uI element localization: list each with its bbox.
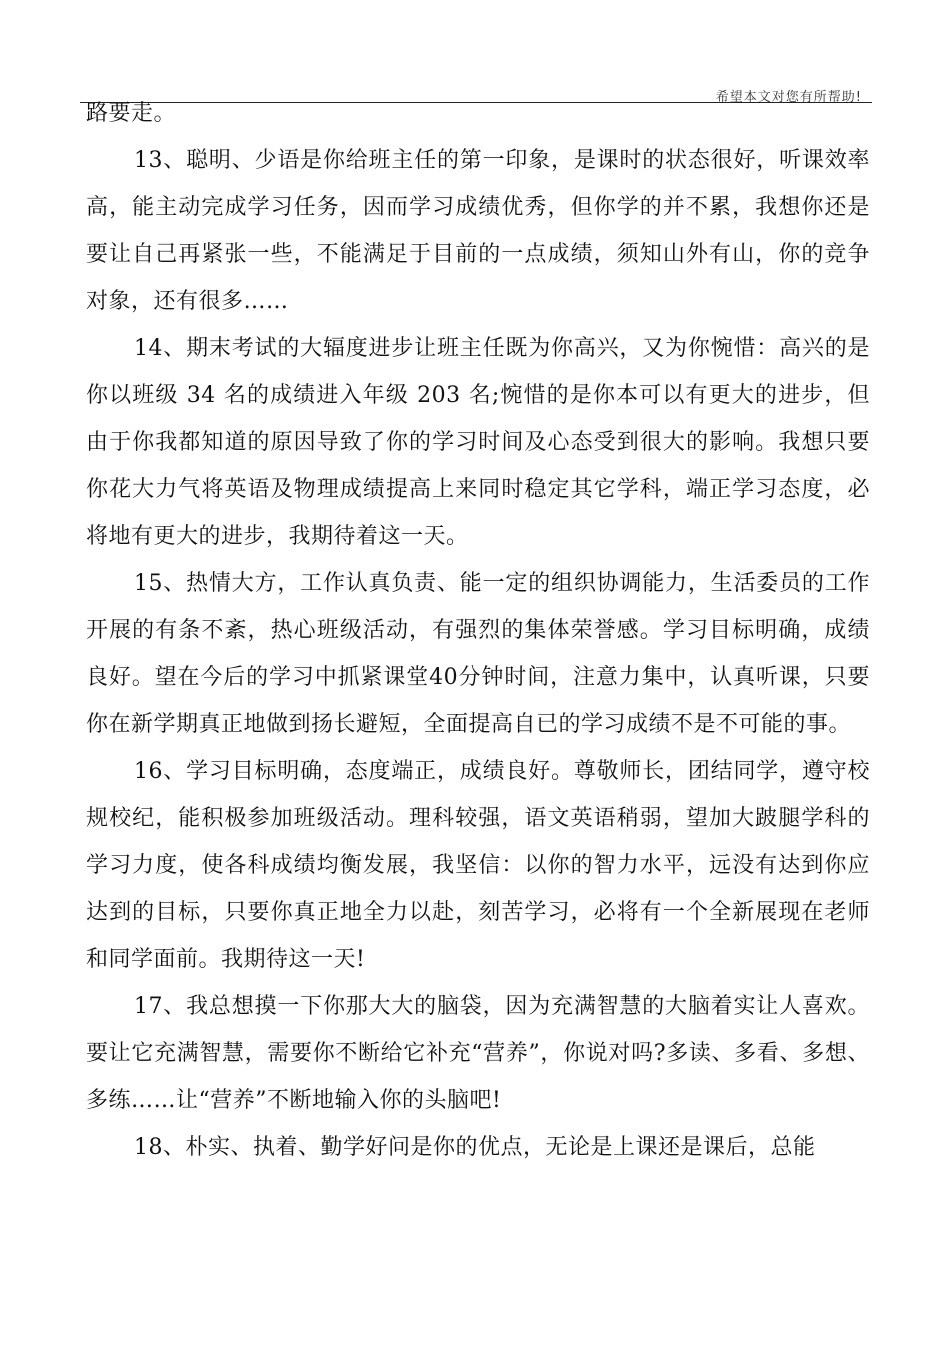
- document-body: [86, 90, 870, 1171]
- paragraph-16: 16、学习目标明确，态度端正，成绩良好。尊敬师长，团结同学，遵守校规校纪，能积极参加班级活动。理科较强，语文英语稍弱，望加大跛腿学科的学习力度，使各科成绩均衡发展，我坚信：以你的智力水平，远没有达到你应达到的目标，只要你真正地全力以赴，刻苦学习，必将有一个全新展现在老师和同学面前。我期待这一天!: [86, 759, 870, 972]
- paragraph-17: 17、我总想摸一下你那大大的脑袋，因为充满智慧的大脑着实让人喜欢。要让它充满智慧，需要你不断给它补充“营养”，你说对吗?多读、多看、多想、多练……让“营养”不断地输入你的头脑吧!: [86, 994, 870, 1113]
- paragraph-14: 14、期末考试的大辐度进步让班主任既为你高兴，又为你惋惜：高兴的是你以班级 34 名的成绩进入年级 203 名;惋惜的是你本可以有更大的进步，但由于你我都知道的原因导致了你的学习时间及心态受到很大的影响。我想只要你花大力气将英语及物理成绩提高上来同时稳定其它学科，端正学习态度，必将地有更大的进步，我期待着这一天。: [86, 336, 870, 549]
- header-note: 希望本文对您有所帮助!: [715, 90, 862, 105]
- paragraph-15: 15、热情大方，工作认真负责、能一定的组织协调能力，生活委员的工作开展的有条不紊，热心班级活动，有强烈的集体荣誉感。学习目标明确，成绩良好。望在今后的学习中抓紧课堂40分钟时间，注意力集中，认真听课，只要你在新学期真正地做到扬长避短，全面提高自已的学习成绩不是不可能的事。: [86, 571, 870, 737]
- paragraph-13: 13、聪明、少语是你给班主任的第一印象，是课时的状态很好，听课效率高，能主动完成学习任务，因而学习成绩优秀，但你学的并不累，我想你还是要让自己再紧张一些，不能满足于目前的一点成绩，须知山外有山，你的竞争对象，还有很多……: [86, 148, 870, 314]
- paragraph-continuation: 路要走。: [86, 101, 177, 126]
- paragraph-18: 18、朴实、执着、勤学好问是你的优点，无论是上课还是课后，总能: [134, 1135, 816, 1160]
